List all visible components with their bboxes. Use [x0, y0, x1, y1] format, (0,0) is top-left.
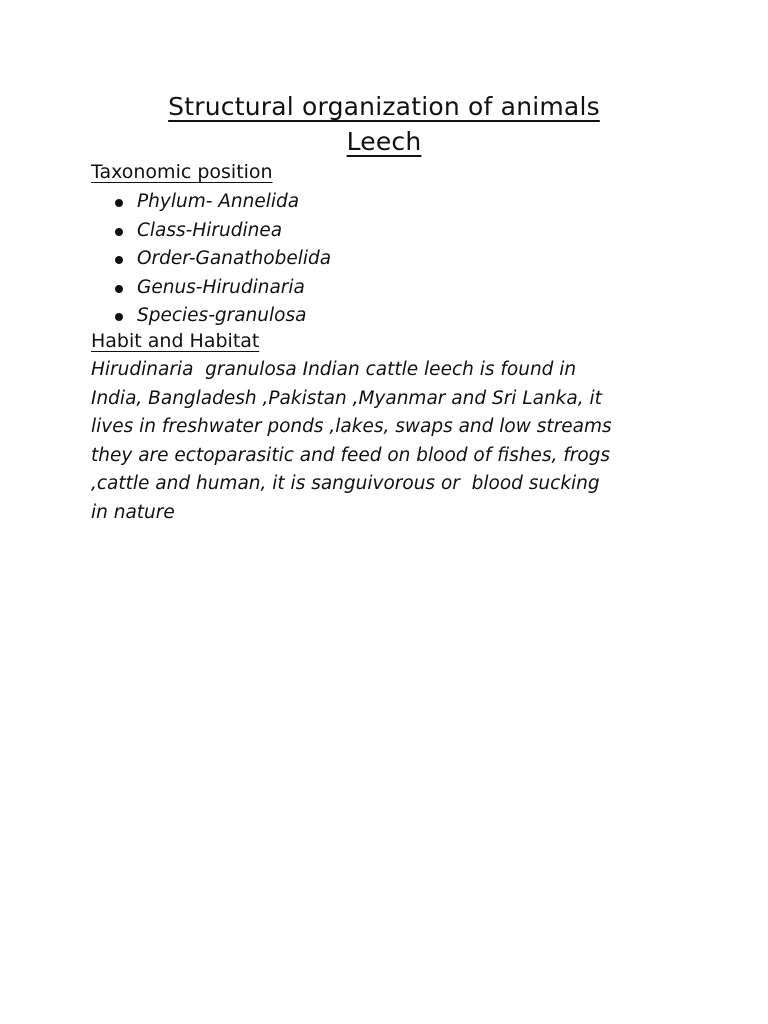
page-title: Structural organization of animals — [168, 92, 600, 121]
habitat-paragraph — [91, 356, 691, 528]
taxonomy-list — [112, 188, 331, 331]
bullet-icon — [115, 285, 123, 293]
bullet-icon — [115, 199, 123, 207]
taxonomy-item-order: Order-Ganathobelida — [137, 248, 332, 269]
taxonomy-item-genus: Genus-Hirudinaria — [137, 276, 305, 298]
paragraph-line: they are ectoparasitic and feed on blood of fishes, frogs — [91, 444, 611, 466]
bullet-icon — [115, 228, 123, 236]
list-item — [112, 188, 331, 217]
paragraph-line: Hirudinaria granulosa Indian cattle leech is found in — [91, 359, 577, 380]
paragraph-line: in nature — [91, 501, 175, 523]
taxonomy-item-class: Class-Hirudinea — [137, 219, 283, 241]
list-item — [112, 274, 331, 303]
taxonomy-heading: Taxonomic position — [91, 161, 273, 183]
taxonomy-item-species: Species-granulosa — [137, 305, 307, 326]
list-item — [112, 245, 331, 274]
taxonomy-item-phylum: Phylum- Annelida — [137, 191, 300, 212]
bullet-icon — [115, 256, 123, 264]
page-subtitle: Leech — [346, 127, 422, 156]
bullet-icon — [115, 313, 123, 321]
paragraph-line: ,cattle and human, it is sanguivorous or blood sucking — [91, 473, 600, 495]
paragraph-line: lives in freshwater ponds ,lakes, swaps and low streams — [91, 416, 612, 438]
list-item — [112, 217, 331, 246]
list-item — [112, 302, 331, 331]
paragraph-line: India, Bangladesh ,Pakistan ,Myanmar and Sri Lanka, it — [91, 387, 602, 409]
habitat-heading: Habit and Habitat — [91, 330, 260, 352]
